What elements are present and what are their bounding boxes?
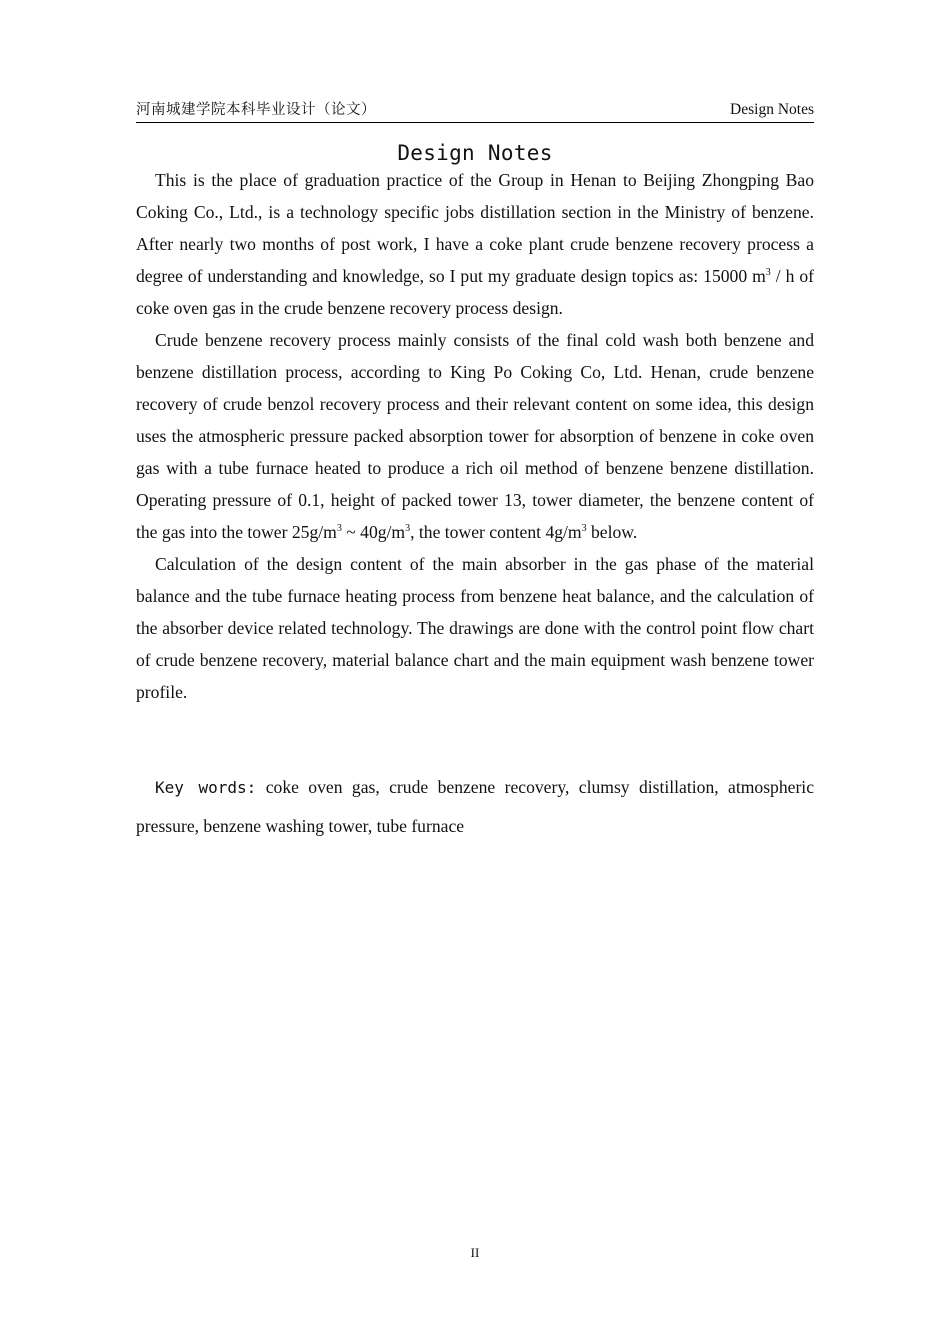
keywords-text: coke oven gas, crude benzene recovery, clumsy distillation, atmospheric pressure, benzene washing tower, tube furnace xyxy=(136,777,815,836)
abstract-body xyxy=(136,164,814,708)
page-header xyxy=(136,100,814,123)
paragraph-1: This is the place of graduation practice of the Group in Henan to Beijing Zhongping Bao Coking Co., Ltd., is a technology specific jobs distillation section in the Ministry of benzene. After nearly two months of post work, I have a coke plant crude benzene recovery process a degree of understanding and knowledge, so I put my graduate design topics as: 15000 $m^3$ / h of coke oven gas in the crude benzene recovery process design. xyxy=(136,170,814,318)
page-title: Design Notes xyxy=(397,141,553,165)
keywords-section xyxy=(136,768,814,846)
page-number: II xyxy=(470,1245,480,1260)
header-section-title: Design Notes xyxy=(730,101,814,118)
header-institution: 河南城建学院本科毕业设计（论文） xyxy=(136,102,376,118)
paragraph-3: Calculation of the design content of the main absorber in the gas phase of the material balance and the tube furnace heating process from benzene heat balance, and the calculation of the absorber device related technology. The drawings are done with the control point flow chart of crude benzene recovery, material balance chart and the main equipment wash benzene tower profile. xyxy=(136,554,814,702)
keywords-label: Key words: xyxy=(155,778,257,797)
paragraph-2: Crude benzene recovery process mainly consists of the final cold wash both benzene and benzene distillation process, according to King Po Coking Co, Ltd. Henan, crude benzene recovery of crude benzol recovery process and their relevant content on some idea, this design uses the atmospheric pressure packed absorption tower for absorption of benzene in coke oven gas with a tube furnace heated to produce a rich oil method of benzene benzene distillation. Operating pressure of 0.1, height of packed tower 13, tower diameter, the benzene content of the gas into the tower $25g/m^3$ ~ $40g/m^3$, the tower content $4g/m^3$ below. xyxy=(136,330,814,542)
